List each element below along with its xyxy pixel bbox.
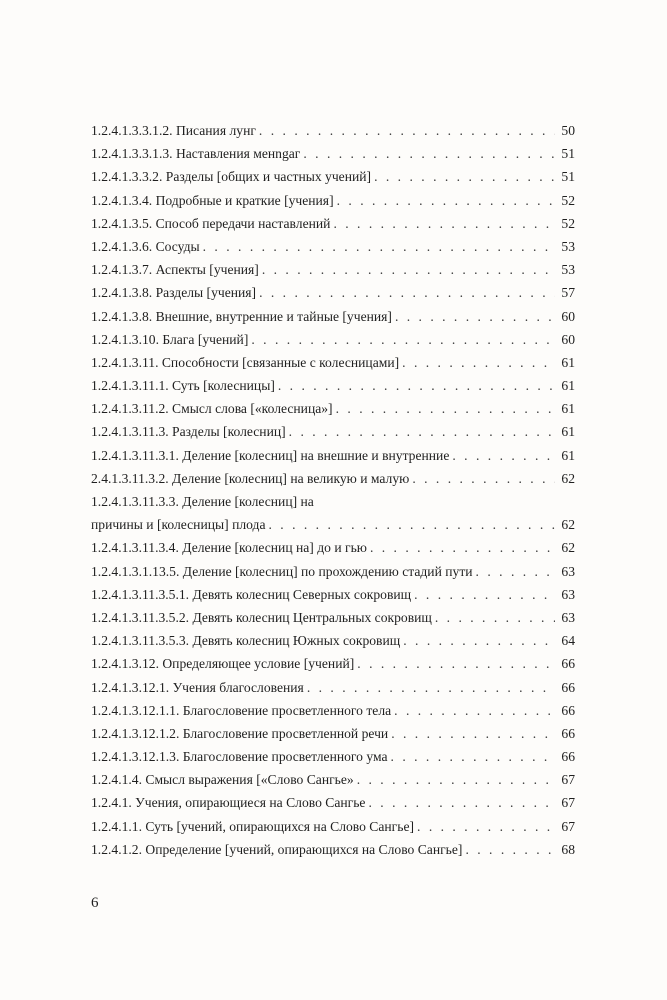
toc-entry-title: 1.2.4.1.3.11.3.5.2. Девять колесниц Центральных сокровищ bbox=[91, 609, 432, 625]
toc-entry bbox=[91, 560, 575, 583]
toc-entry bbox=[91, 768, 575, 791]
toc-entry-page: 62 bbox=[561, 517, 575, 533]
toc-entry-page: 64 bbox=[561, 633, 575, 649]
toc-entry-title: 1.2.4.1.3.11.1. Суть [колесницы] bbox=[91, 378, 275, 394]
dot-leader bbox=[374, 165, 555, 188]
dot-leader bbox=[259, 119, 555, 142]
toc-entry-title: 1.2.4.1.1. Суть [учений, опирающихся на Слово Сангье] bbox=[91, 818, 415, 834]
toc-entry-title: 1.2.4.1.3.12.1. Учения благословения bbox=[91, 679, 304, 695]
dot-leader bbox=[368, 791, 555, 814]
toc-entry-page: 66 bbox=[561, 702, 575, 718]
toc-entry-title: 1.2.4.1.3.6. Сосуды bbox=[91, 238, 200, 254]
dot-leader bbox=[414, 583, 555, 606]
toc-entry-title: 1.2.4.1.3.8. Разделы [учения] bbox=[91, 285, 257, 301]
toc-entry bbox=[91, 142, 575, 165]
toc-entry-title: 1.2.4.1.3.5. Способ передачи наставлений bbox=[91, 215, 331, 231]
toc-entry bbox=[91, 119, 575, 142]
toc-entry bbox=[91, 328, 575, 351]
toc-entry-page: 67 bbox=[561, 818, 575, 834]
toc-entry-title: 1.2.4.1.3.10. Блага [учений] bbox=[91, 331, 249, 347]
dot-leader bbox=[391, 745, 555, 768]
dot-leader bbox=[307, 676, 555, 699]
dot-leader bbox=[262, 258, 555, 281]
toc-entry-page: 66 bbox=[561, 749, 575, 765]
dot-leader bbox=[465, 838, 555, 861]
dot-leader bbox=[395, 305, 555, 328]
dot-leader bbox=[337, 189, 555, 212]
toc-entry-page: 61 bbox=[561, 378, 575, 394]
toc-entry bbox=[91, 513, 575, 536]
dot-leader bbox=[402, 351, 555, 374]
toc-entry-page: 63 bbox=[561, 609, 575, 625]
toc-entry bbox=[91, 606, 575, 629]
toc-entry-title: 1.2.4.1.3.12.1.3. Благословение просветленного ума bbox=[91, 749, 388, 765]
toc-entry-page: 60 bbox=[561, 308, 575, 324]
toc-entry-title: 1.2.4.1.4. Смысл выражения [«Слово Сангье» bbox=[91, 772, 354, 788]
dot-leader bbox=[391, 722, 555, 745]
dot-leader bbox=[333, 212, 555, 235]
toc-entry bbox=[91, 815, 575, 838]
dot-leader bbox=[278, 374, 555, 397]
toc-entry-title: 1.2.4.1.3.11.3.4. Деление [колесниц на] до и гью bbox=[91, 540, 367, 556]
toc-entry-title: 1.2.4.1.3.11. Способности [связанные с колесницами] bbox=[91, 354, 400, 370]
toc-entry-title: 1.2.4.1.3.4. Подробные и краткие [учения] bbox=[91, 192, 334, 208]
toc-entry-page: 66 bbox=[561, 679, 575, 695]
toc-entry-page: 67 bbox=[561, 772, 575, 788]
toc-entry-page: 52 bbox=[561, 192, 575, 208]
toc-entry-title: 1.2.4.1.3.11.2. Смысл слова [«колесница»] bbox=[91, 401, 333, 417]
toc-entry bbox=[91, 444, 575, 467]
toc-entry-title: 1.2.4.1.3.3.1.3. Наставления менngаг bbox=[91, 146, 301, 162]
toc-entry bbox=[91, 305, 575, 328]
toc-entry-page: 61 bbox=[561, 401, 575, 417]
toc-entry bbox=[91, 722, 575, 745]
toc-entry-page: 61 bbox=[561, 424, 575, 440]
dot-leader bbox=[417, 815, 555, 838]
dot-leader bbox=[452, 444, 555, 467]
toc-entry-page: 68 bbox=[561, 841, 575, 857]
dot-leader bbox=[289, 420, 555, 443]
toc-entry-page: 57 bbox=[561, 285, 575, 301]
dot-leader bbox=[403, 629, 555, 652]
toc-entry bbox=[91, 235, 575, 258]
toc-entry-page: 66 bbox=[561, 725, 575, 741]
toc-entry bbox=[91, 374, 575, 397]
toc-entry-title: 1.2.4.1.3.3.1.2. Писания лунг bbox=[91, 123, 256, 138]
toc-entry-title: 1.2.4.1.3.12.1.2. Благословение просветленной речи bbox=[91, 725, 389, 741]
toc-entry-title: 1.2.4.1.3.7. Аспекты [учения] bbox=[91, 262, 259, 278]
toc-entry-title: 2.4.1.3.11.3.2. Деление [колесниц] на великую и малую bbox=[91, 470, 410, 486]
toc-entry-page: 61 bbox=[561, 354, 575, 370]
toc-entry-page: 52 bbox=[561, 215, 575, 231]
toc-entry-title: 1.2.4.1.3.3.2. Разделы [общих и частных учений] bbox=[91, 169, 372, 185]
dot-leader bbox=[336, 397, 555, 420]
toc-entry-page: 63 bbox=[561, 563, 575, 579]
toc-entry bbox=[91, 652, 575, 675]
page-number: 6 bbox=[91, 895, 99, 911]
toc-entry bbox=[91, 467, 575, 490]
toc-entry-title: 1.2.4.1.3.11.3. Разделы [колесниц] bbox=[91, 424, 286, 440]
toc-entry bbox=[91, 212, 575, 235]
toc-entry-page: 53 bbox=[561, 262, 575, 278]
dot-leader bbox=[435, 606, 555, 629]
dot-leader bbox=[251, 328, 555, 351]
toc-entry bbox=[91, 629, 575, 652]
toc-entry bbox=[91, 189, 575, 212]
toc-entry bbox=[91, 676, 575, 699]
toc-entry bbox=[91, 165, 575, 188]
toc-entry-page: 61 bbox=[561, 447, 575, 463]
toc-entry-page: 63 bbox=[561, 586, 575, 602]
toc-entry-title: 1.2.4.1. Учения, опирающиеся на Слово Сангье bbox=[91, 795, 366, 811]
dot-leader bbox=[303, 142, 555, 165]
toc-entry bbox=[91, 281, 575, 304]
toc-entry bbox=[91, 699, 575, 722]
toc-entry-title: 1.2.4.1.3.8. Внешние, внутренние и тайные [учения] bbox=[91, 308, 392, 324]
toc-entry-title: 1.2.4.1.3.12.1.1. Благословение просветленного тела bbox=[91, 702, 392, 718]
dot-leader bbox=[357, 768, 555, 791]
dot-leader bbox=[370, 536, 555, 559]
toc-entry-page: 62 bbox=[561, 540, 575, 556]
toc-entry bbox=[91, 583, 575, 606]
toc-entry-title: 1.2.4.1.3.11.3.5.3. Девять колесниц Южных сокровищ bbox=[91, 633, 401, 649]
toc-entry-title: 1.2.4.1.3.1.13.5. Деление [колесниц] по прохождению стадий пути bbox=[91, 563, 473, 579]
dot-leader bbox=[268, 513, 555, 536]
toc-entry-title: 1.2.4.1.3.11.3.5.1. Девять колесниц Северных сокровищ bbox=[91, 586, 412, 602]
toc-entry-page: 51 bbox=[561, 146, 575, 162]
dot-leader bbox=[357, 652, 555, 675]
dot-leader bbox=[203, 235, 555, 258]
toc-entry bbox=[91, 745, 575, 768]
toc-entry-page: 50 bbox=[561, 123, 575, 138]
toc-entry bbox=[91, 397, 575, 420]
toc-entry-page: 66 bbox=[561, 656, 575, 672]
toc-entry-title: 1.2.4.1.3.11.3.1. Деление [колесниц] на внешние и внутренние bbox=[91, 447, 450, 463]
toc-entry bbox=[91, 351, 575, 374]
table-of-contents bbox=[91, 119, 575, 861]
toc-entry-title: причины и [колесницы] плода bbox=[91, 517, 266, 533]
dot-leader bbox=[476, 560, 555, 583]
toc-entry-page: 60 bbox=[561, 331, 575, 347]
dot-leader bbox=[412, 467, 555, 490]
toc-entry-title: 1.2.4.1.3.12. Определяющее условие [учений] bbox=[91, 656, 355, 672]
toc-entry bbox=[91, 536, 575, 559]
toc-entry bbox=[91, 258, 575, 281]
dot-leader bbox=[394, 699, 555, 722]
toc-entry bbox=[91, 791, 575, 814]
toc-entry-page: 53 bbox=[561, 238, 575, 254]
toc-entry-title: 1.2.4.1.3.11.3.3. Деление [колесниц] на bbox=[91, 494, 314, 509]
toc-entry bbox=[91, 420, 575, 443]
dot-leader bbox=[259, 281, 555, 304]
toc-entry-page: 62 bbox=[561, 470, 575, 486]
toc-entry-page: 51 bbox=[561, 169, 575, 185]
toc-entry-title: 1.2.4.1.2. Определение [учений, опирающихся на Слово Сангье] bbox=[91, 841, 463, 857]
toc-entry bbox=[91, 838, 575, 861]
toc-entry bbox=[91, 490, 575, 513]
toc-entry-page: 67 bbox=[561, 795, 575, 811]
